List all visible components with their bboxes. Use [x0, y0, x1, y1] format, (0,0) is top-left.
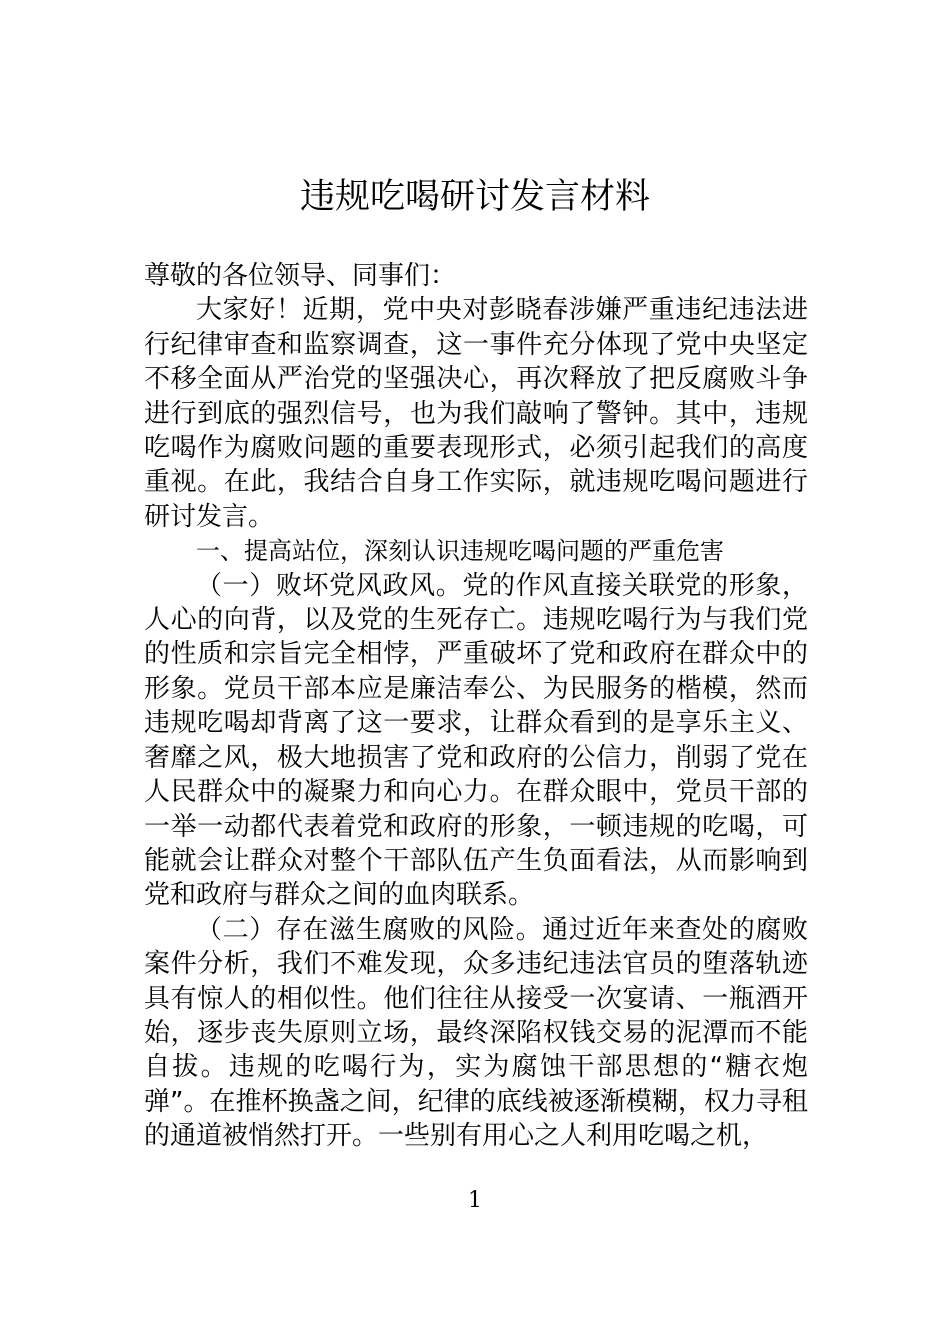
point-2-paragraph: （二）存在滋生腐败的风险。通过近年来查处的腐败案件分析，我们不难发现，众多违纪违法官员的堕落轨迹具有惊人的相似性。他们往往从接受一次宴请、一瓶酒开始，逐步丧失原则立场，最终深陷权钱交易的泥潭而不能自拔。违规的吃喝行为，实为腐蚀干部思想的“糖衣炮弹”。在推杯换盏之间，纪律的底线被逐渐模糊，权力寻租的通道被悄然打开。一些别有用心之人利用吃喝之机， — [144, 914, 808, 1152]
document-title: 违规吃喝研讨发言材料 — [299, 177, 650, 217]
greeting-paragraph: 尊敬的各位领导、同事们： — [144, 261, 457, 291]
page-number: 1 — [468, 1188, 482, 1213]
section-heading-1: 一、提高站位，深刻认识违规吃喝问题的严重危害 — [196, 537, 724, 566]
point-1-paragraph: （一）败坏党风政风。党的作风直接关联党的形象，人心的向背，以及党的生死存亡。违规吃喝行为与我们党的性质和宗旨完全相悖，严重破坏了党和政府在群众中的形象。党员干部本应是廉洁奉公、为民服务的楷模，然而违规吃喝却背离了这一要求，让群众看到的是享乐主义、奢靡之风，极大地损害了党和政府的公信力，削弱了党在人民群众中的凝聚力和向心力。在群众眼中，党员干部的一举一动都代表着党和政府的形象，一顿违规的吃喝，可能就会让群众对整个干部队伍产生负面看法，从而影响到党和政府与群众之间的血肉联系。 — [144, 570, 808, 911]
intro-paragraph: 大家好！近期，党中央对彭晓春涉嫌严重违纪违法进行纪律审查和监察调查，这一事件充分体现了党中央坚定不移全面从严治党的坚强决心，再次释放了把反腐败斗争进行到底的强烈信号，也为我们敲响了警钟。其中，违规吃喝作为腐败问题的重要表现形式，必须引起我们的高度重视。在此，我结合自身工作实际，就违规吃喝问题进行研讨发言。 — [144, 295, 808, 532]
document-body — [144, 259, 808, 1154]
